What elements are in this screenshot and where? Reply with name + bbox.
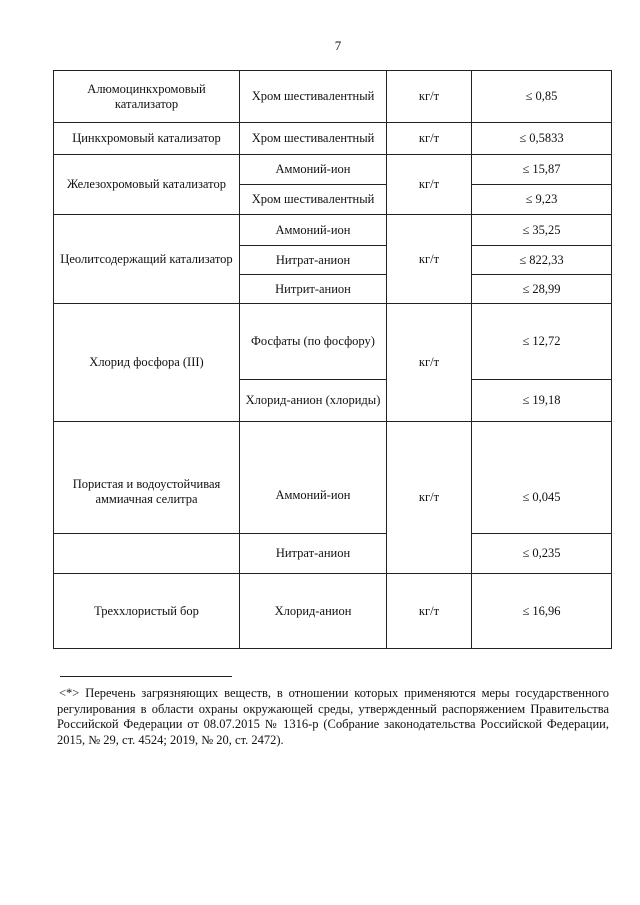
value-cell: ≤ 12,72 xyxy=(472,304,612,380)
value-cell: ≤ 0,85 xyxy=(472,71,612,123)
unit-cell: кг/т xyxy=(387,215,472,304)
value-cell: ≤ 15,87 xyxy=(472,155,612,185)
footnote-marker: <*> xyxy=(59,686,80,700)
substance-cell: Аммоний-ион xyxy=(240,422,387,534)
material-cell-empty xyxy=(54,534,240,574)
table-row xyxy=(54,422,612,534)
substance-cell: Хлорид-анион (хлориды) xyxy=(240,380,387,422)
unit-cell: кг/т xyxy=(387,71,472,123)
material-cell: Треххлористый бор xyxy=(54,574,240,649)
unit-cell: кг/т xyxy=(387,304,472,422)
table-row xyxy=(54,71,612,123)
substance-cell: Хром шестивалентный xyxy=(240,71,387,123)
substance-cell: Нитрат-анион xyxy=(240,246,387,275)
value-cell: ≤ 9,23 xyxy=(472,185,612,215)
value-cell: ≤ 822,33 xyxy=(472,246,612,275)
substance-cell: Хлорид-анион xyxy=(240,574,387,649)
material-cell: Алюмоцинкхромовый катализатор xyxy=(54,71,240,123)
value-cell: ≤ 0,5833 xyxy=(472,123,612,155)
table-row xyxy=(54,574,612,649)
unit-cell: кг/т xyxy=(387,155,472,215)
value-cell: ≤ 0,235 xyxy=(472,534,612,574)
material-cell: Пористая и водоустойчивая аммиачная селитра xyxy=(54,422,240,534)
unit-cell: кг/т xyxy=(387,422,472,574)
table-row xyxy=(54,534,612,574)
norms-table xyxy=(53,70,612,649)
table-row xyxy=(54,215,612,246)
value-cell: ≤ 16,96 xyxy=(472,574,612,649)
table-row xyxy=(54,155,612,185)
footnote xyxy=(57,686,609,748)
value-cell: ≤ 28,99 xyxy=(472,275,612,304)
material-cell: Железохромовый катализатор xyxy=(54,155,240,215)
page-number: 7 xyxy=(334,38,342,53)
unit-cell: кг/т xyxy=(387,123,472,155)
table-row xyxy=(54,304,612,380)
substance-cell: Аммоний-ион xyxy=(240,215,387,246)
substance-cell: Нитрат-анион xyxy=(240,534,387,574)
substance-cell: Нитрит-анион xyxy=(240,275,387,304)
material-cell: Цеолитсодержащий катализатор xyxy=(54,215,240,304)
substance-cell: Хром шестивалентный xyxy=(240,123,387,155)
value-cell: ≤ 19,18 xyxy=(472,380,612,422)
footnote-text: Перечень загрязняющих веществ, в отношении которых применяются меры государственного регулирования в области охраны окружающей среды, утвержденный распоряжением Правительства Российской Федерации от 08.07.2015 № 1316-р (Собрание законодательства Российской Федерации, 2015, № 29, ст. 4524; 2019, № 20, ст. 2472). xyxy=(57,686,609,747)
value-cell: ≤ 35,25 xyxy=(472,215,612,246)
substance-cell: Аммоний-ион xyxy=(240,155,387,185)
substance-cell: Хром шестивалентный xyxy=(240,185,387,215)
table-row xyxy=(54,123,612,155)
footnote-divider xyxy=(60,676,232,677)
material-cell: Цинкхромовый катализатор xyxy=(54,123,240,155)
substance-cell: Фосфаты (по фосфору) xyxy=(240,304,387,380)
unit-cell: кг/т xyxy=(387,574,472,649)
value-cell: ≤ 0,045 xyxy=(472,422,612,534)
material-cell: Хлорид фосфора (III) xyxy=(54,304,240,422)
